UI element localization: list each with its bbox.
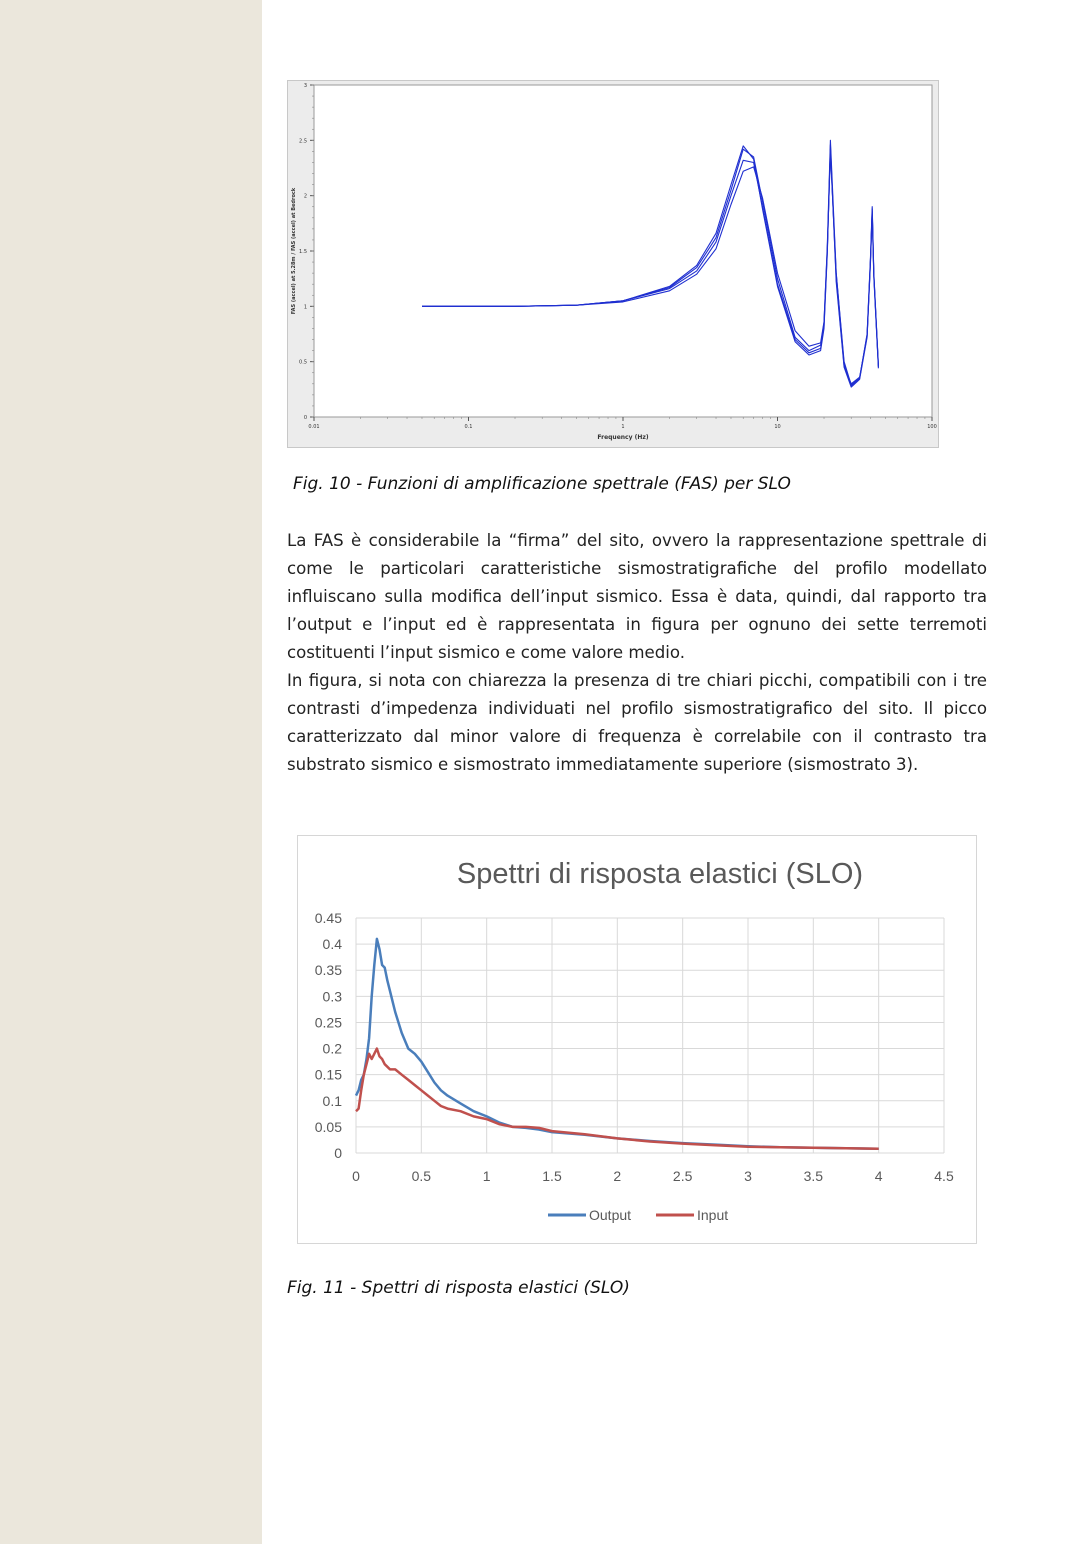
y-tick-label: 2: [303, 193, 307, 200]
x-tick-label: 4.5: [934, 1168, 954, 1184]
figure-11-caption: Fig. 11 - Spettri di risposta elastici (SLO): [287, 1278, 630, 1298]
body-text: [287, 527, 987, 779]
y-tick-label: 0: [334, 1145, 342, 1161]
x-tick-label: 2: [613, 1168, 622, 1184]
x-tick-label: 1: [482, 1168, 491, 1184]
y-tick-label: 0.25: [314, 1014, 342, 1031]
response-spectra-chart: [297, 835, 977, 1244]
response-spectra-chart-svg: [298, 836, 978, 1245]
x-tick-label: 0: [352, 1168, 360, 1184]
x-axis-label: Frequency (Hz): [597, 434, 649, 441]
x-tick-label: 0.5: [411, 1168, 432, 1184]
y-axis-label: FAS (accel) at 5.28m / FAS (accel) at Bedrock: [291, 187, 297, 315]
y-tick-label: 0.45: [314, 910, 342, 926]
y-tick-label: 1.5: [299, 249, 307, 255]
y-tick-label: 0.5: [299, 359, 307, 366]
paragraph-1: La FAS è considerabile la “firma” del sito, ovvero la rappresentazione spettrale di come le particolari caratteristiche sismostratigrafiche del profilo modellato influiscano sulla modifica dell’input sismico. Essa è data, quindi, dal rapporto tra l’output e l’input ed è rappresentata in figura per ognuno dei sette terremoti costituenti l’input sismico e come valore medio.: [287, 531, 987, 662]
figure-10-caption: Fig. 10 - Funzioni di amplificazione spettrale (FAS) per SLO: [293, 474, 791, 494]
sidebar-band: [0, 0, 262, 1544]
y-tick-label: 0.15: [314, 1066, 342, 1083]
x-tick-label: 0.01: [308, 424, 320, 430]
paragraph-2: In figura, si nota con chiarezza la presenza di tre chiari picchi, compatibili con i tre contrasti d’impedenza individuati nel profilo sismostratigrafico del sito. Il picco caratterizzato dal minor valore di frequenza è correlabile con il contrasto tra substrato sismico e sismostrato immediatamente superiore (sismostrato 3).: [287, 671, 987, 774]
chart-title: Spettri di risposta elastici (SLO): [456, 858, 864, 890]
y-tick-label: 0: [303, 415, 307, 421]
y-tick-label: 0.4: [322, 936, 342, 953]
x-tick-label: 100: [927, 424, 937, 430]
y-tick-label: 3: [303, 83, 307, 89]
y-tick-label: 0.3: [322, 988, 342, 1005]
y-tick-label: 0.2: [322, 1040, 342, 1057]
fas-chart-svg: [288, 81, 940, 449]
fas-chart: [287, 80, 939, 448]
x-tick-label: 4: [874, 1168, 883, 1184]
x-tick-label: 0.1: [464, 424, 473, 430]
y-tick-label: 1: [303, 304, 307, 311]
x-tick-label: 3: [744, 1168, 752, 1184]
x-tick-label: 10: [774, 424, 781, 430]
y-tick-label: 0.1: [322, 1092, 342, 1109]
y-tick-label: 0.35: [314, 962, 342, 979]
legend-label-input: Input: [697, 1207, 729, 1223]
legend-label-output: Output: [589, 1207, 632, 1223]
x-tick-label: 3.5: [803, 1168, 824, 1184]
x-tick-label: 1.5: [542, 1168, 562, 1184]
y-tick-label: 0.05: [314, 1118, 342, 1135]
plot-area: [314, 85, 932, 417]
x-tick-label: 1: [621, 424, 625, 430]
x-tick-label: 2.5: [672, 1168, 693, 1184]
y-tick-label: 2.5: [299, 138, 307, 145]
